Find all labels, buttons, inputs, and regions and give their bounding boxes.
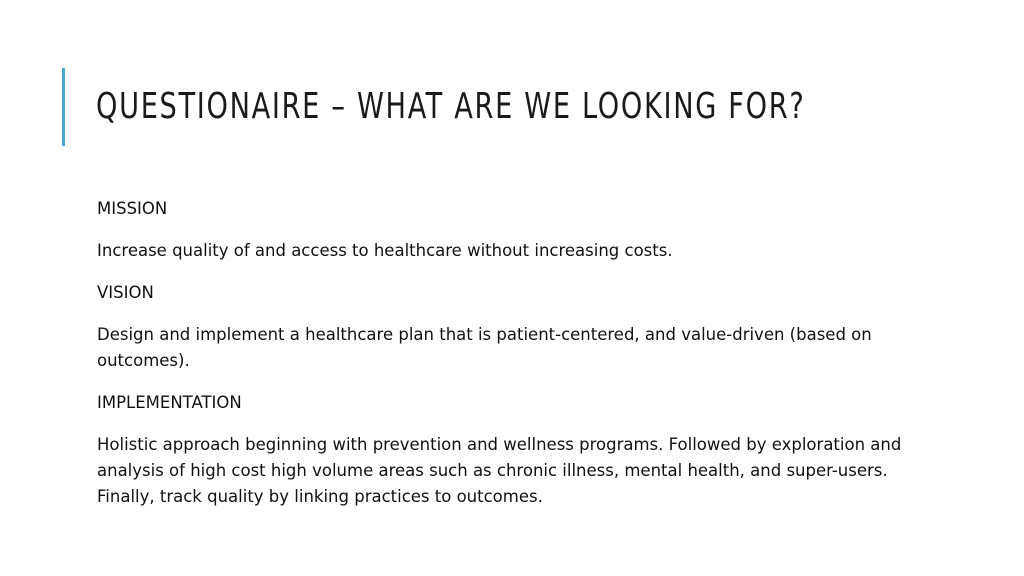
title-accent-bar <box>62 68 65 146</box>
slide-title: QUESTIONAIRE – WHAT ARE WE LOOKING FOR? <box>96 86 806 127</box>
implementation-heading: IMPLEMENTATION <box>97 393 242 412</box>
mission-text: Increase quality of and access to healthcare without increasing costs. <box>97 241 673 260</box>
implementation-text: Holistic approach beginning with prevention and wellness programs. Followed by exploration and analysis of high cost high volume areas such as chronic illness, mental health, and super-users. Finally, track quality by linking practices to outcomes. <box>97 435 902 506</box>
slide-body <box>97 196 917 526</box>
vision-heading: VISION <box>97 283 154 302</box>
mission-heading: MISSION <box>97 199 168 218</box>
vision-text: Design and implement a healthcare plan that is patient-centered, and value-driven (based on outcomes). <box>97 325 872 370</box>
